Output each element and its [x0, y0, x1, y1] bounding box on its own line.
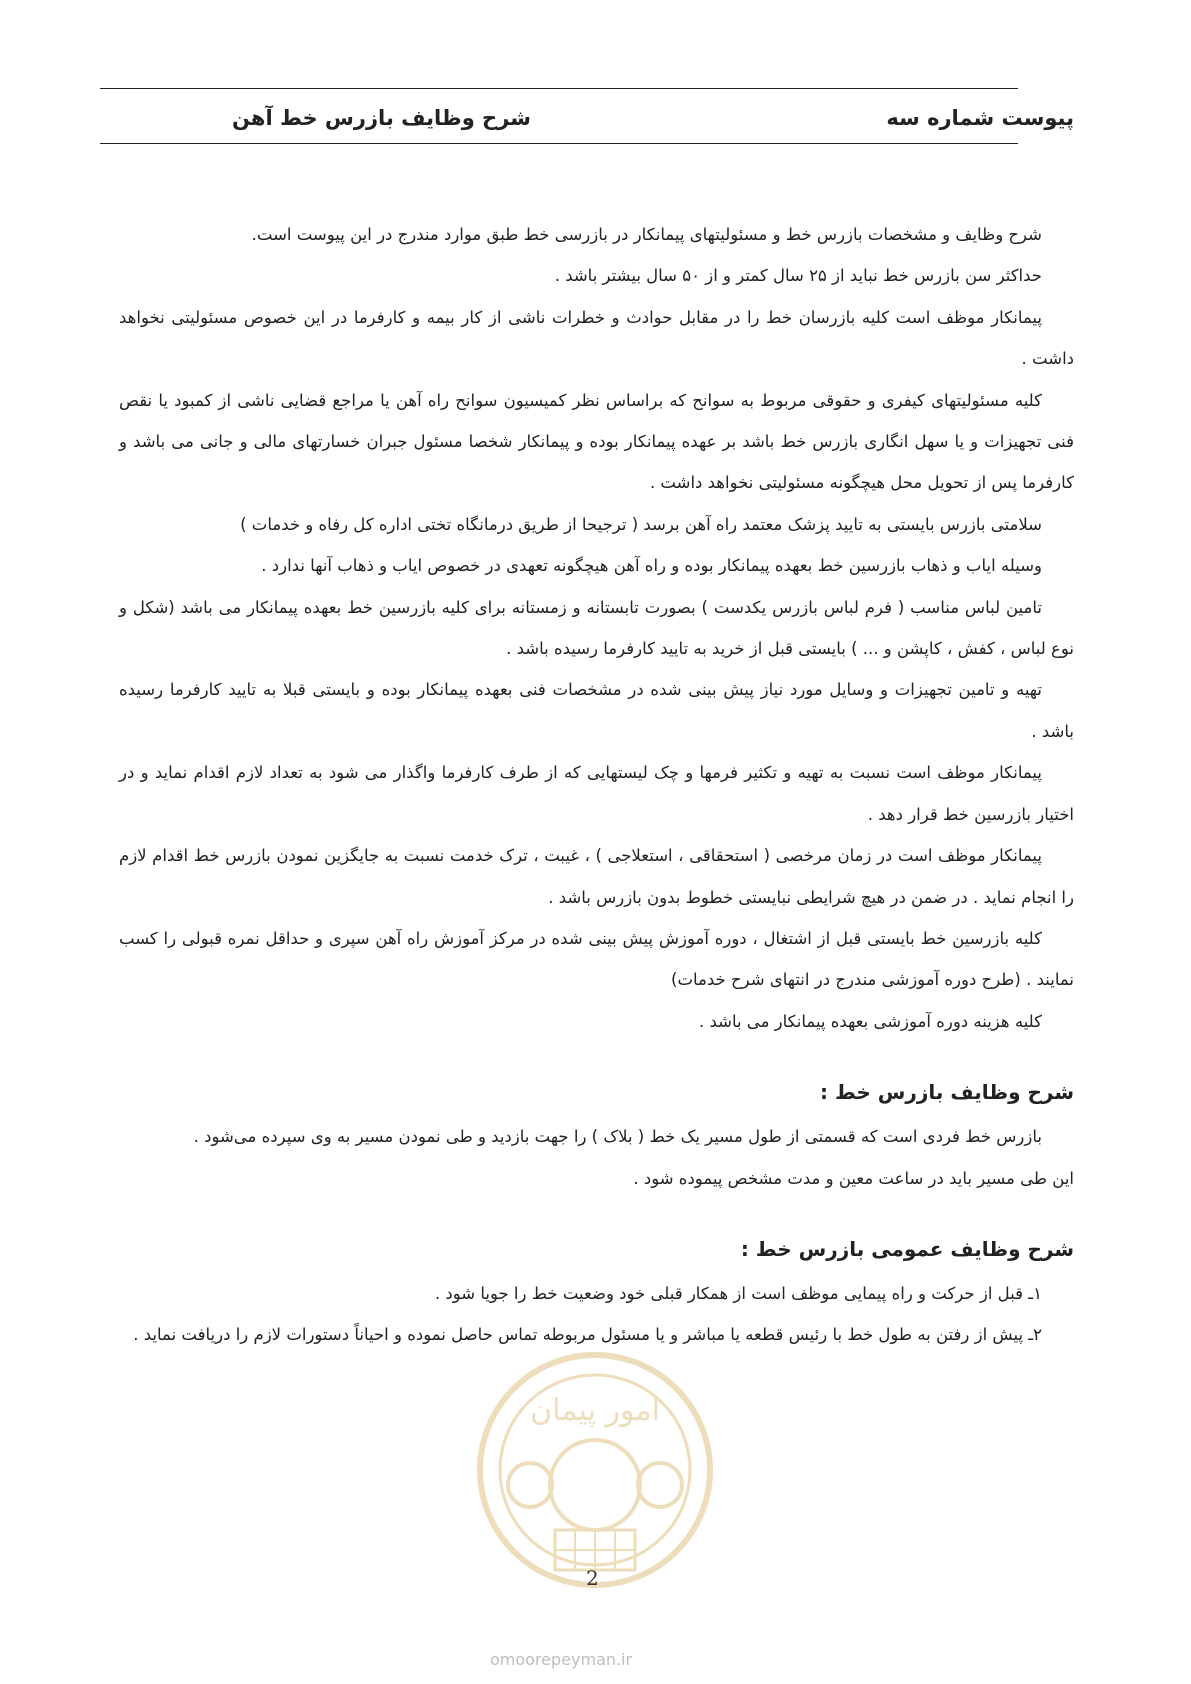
paragraph: تامین لباس مناسب ( فرم لباس بازرس یکدست ) بصورت تابستانه و زمستانه برای کلیه بازرسین خط بعهده پیمانکار می باشد (شکل و نوع لباس ، کفش ، کاپشن و ... ) بایستی قبل از خرید به تایید کارفرما رسیده باشد . — [119, 597, 1074, 659]
section-heading-general-duties: شرح وظایف عمومی بازرس خط : — [740, 1236, 1074, 1261]
header-top-rule — [100, 88, 1018, 89]
document-body — [119, 214, 1074, 1356]
watermark-seal-icon — [470, 1345, 720, 1595]
section-line: این طی مسیر باید در ساعت معین و مدت مشخص پیموده شود . — [633, 1168, 1074, 1188]
paragraph: حداکثر سن بازرس خط نباید از ۲۵ سال کمتر و از ۵۰ سال بیشتر باشد . — [554, 266, 1042, 286]
paragraph: کلیه مسئولیتهای کیفری و حقوقی مربوط به سوانح که براساس نظر کمیسیون سوانح راه آهن یا مراجع قضایی ناشی از کمبود یا نقص فنی تجهیزات و یا سهل انگاری بازرس خط باشد بر عهده پیمانکار بوده و پیمانکار شخصا مسئول جبران خسارتهای مالی و جانی می باشد و کارفرما پس از تحویل محل هیچگونه مسئولیتی نخواهد داشت . — [119, 390, 1074, 493]
page-number: 2 — [586, 1566, 599, 1590]
document-title: شرح وظایف بازرس خط آهن — [232, 106, 531, 130]
paragraph: کلیه بازرسین خط بایستی قبل از اشتغال ، دوره آموزش پیش بینی شده در مرکز آموزش راه آهن سپری و حداقل نمره قبولی را کسب نمایند . (طرح دوره آموزشی مندرج در انتهای شرح خدمات) — [119, 928, 1074, 990]
paragraph: کلیه هزینه دوره آموزشی بعهده پیمانکار می باشد . — [699, 1011, 1042, 1031]
paragraph: تهیه و تامین تجهیزات و وسایل مورد نیاز پیش بینی شده در مشخصات فنی بعهده پیمانکار بوده و بایستی قبلا به تایید کارفرما رسیده باشد . — [119, 680, 1074, 741]
paragraph: پیمانکار موظف است کلیه بازرسان خط را در مقابل حوادث و خطرات ناشی از کار بیمه و کارفرما در این خصوص مسئولیتی نخواهد داشت . — [119, 307, 1074, 369]
section-heading-duties: شرح وظایف بازرس خط : — [820, 1080, 1074, 1105]
paragraph: سلامتی بازرس بایستی به تایید پزشک معتمد راه آهن برسد ( ترجیحا از طریق درمانگاه تختی اداره کل رفاه و خدمات ) — [240, 514, 1042, 534]
paragraph: پیمانکار موظف است نسبت به تهیه و تکثیر فرمها و چک لیستهایی که از طرف کارفرما واگذار می شود به تعداد لازم اقدام نماید و در اختیار بازرسین خط قرار دهد . — [119, 763, 1074, 824]
list-item: ۲ـ پیش از رفتن به طول خط با رئیس قطعه یا مباشر و یا مسئول مربوطه تماس حاصل نموده و احیاناً دستورات لازم را دریافت نماید . — [133, 1325, 1042, 1345]
list-item: ۱ـ قبل از حرکت و راه پیمایی موظف است از همکار قبلی خود وضعیت خط را جویا شود . — [434, 1283, 1042, 1303]
paragraph: پیمانکار موظف است در زمان مرخصی ( استحقاقی ، استعلاجی ) ، غیبت ، ترک خدمت نسبت به جایگزین نمودن بازرس خط اقدام لازم را انجام نماید . در ضمن در هیچ شرایطی نبایستی خطوط بدون بازرس باشد . — [119, 846, 1074, 907]
paragraph: وسیله ایاب و ذهاب بازرسین خط بعهده پیمانکار بوده و راه آهن هیچگونه تعهدی در خصوص ایاب و ذهاب آنها ندارد . — [261, 556, 1042, 576]
watermark-text: امور پیمان — [530, 1393, 660, 1428]
paragraph: شرح وظایف و مشخصات بازرس خط و مسئولیتهای پیمانکار در بازرسی خط طبق موارد مندرج در این پیوست است. — [251, 225, 1042, 244]
section-line: بازرس خط فردی است که قسمتی از طول مسیر یک خط ( بلاک ) را جهت بازدید و طی نمودن مسیر به وی سپرده می‌شود . — [193, 1127, 1042, 1147]
appendix-title: پیوست شماره سه — [886, 106, 1074, 130]
watermark-url: omoorepeyman.ir — [490, 1650, 633, 1669]
header-bottom-rule — [100, 143, 1018, 144]
